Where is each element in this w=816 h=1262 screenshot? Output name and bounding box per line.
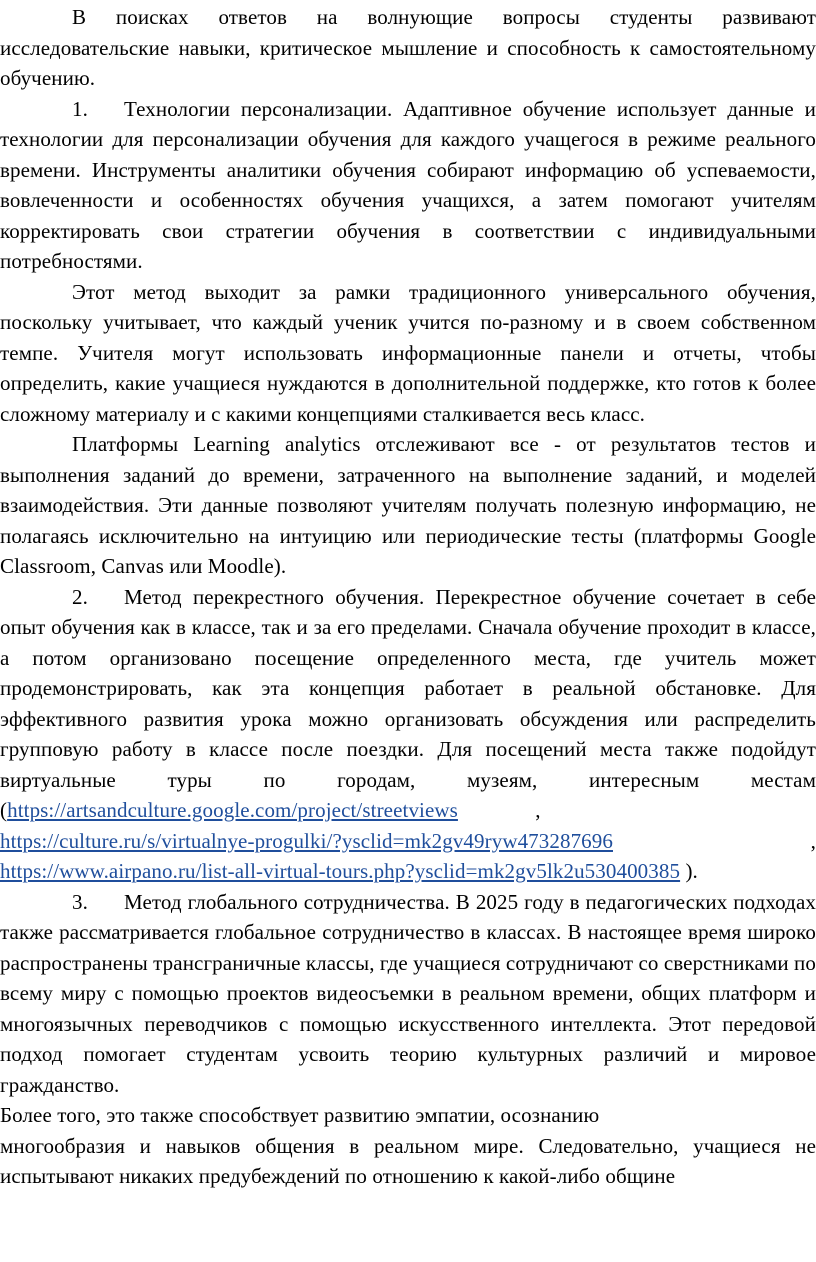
link-artsandculture[interactable]: https://artsandculture.google.com/project/streetviews: [7, 798, 458, 822]
item-2-text: Метод перекрестного обучения. Перекрестное обучение сочетает в себе опыт обучения как в классе, так и за его пределами. Сначала обучение проходит в классе, а потом организовано посещение определенного места, где учитель может продемонстрировать, как эта концепция работает в реальной обстановке. Для эффективного развития урока можно организовать обсуждения или распределить групповую работу в классе после поездки. Для посещений места также подойдут виртуальные туры по городам, музеям, интересным местам (: [0, 584, 816, 822]
intro-text: В поисках ответов на волнующие вопросы студенты развивают исследовательские навыки, критическое мышление и способность к самостоятельному обучению.: [0, 5, 816, 90]
item-2-number: 2.: [72, 584, 88, 609]
item-3-text: Метод глобального сотрудничества. В 2025 году в педагогических подходах также рассматривается глобальное сотрудничество в классах. В настоящее время широко распространены трансграничные классы, где учащиеся сотрудничают со сверстниками по всему миру с помощью проектов видеосъемки в реальном времени, общих платформ и многоязычных переводчиков с помощью искусственного интеллекта. Этот передовой подход помогает студентам усвоить теорию культурных различий и мировое гражданство.: [0, 889, 816, 1097]
link-separator-1: ,: [535, 798, 541, 822]
final-paragraph: [0, 1100, 816, 1131]
method-paragraph: [0, 277, 816, 430]
intro-paragraph: [0, 2, 816, 94]
item-2-link-line-2: [0, 856, 816, 887]
item-3-paragraph: [0, 887, 816, 1101]
final-text-line-1: Более того, это также способствует развитию эмпатии, осознанию: [0, 1103, 600, 1127]
item-1-number: 1.: [72, 96, 88, 121]
item-2-close: ).: [685, 859, 698, 883]
method-text: Этот метод выходит за рамки традиционного универсального обучения, поскольку учитывает, что каждый ученик учится по-разному и в своем собственном темпе. Учителя могут использовать информационные панели и отчеты, чтобы определить, какие учащиеся нуждаются в дополнительной поддержке, кто готов к более сложному материалу и с какими концепциями сталкивается весь класс.: [0, 279, 816, 426]
link-separator-2: ,: [810, 828, 816, 853]
item-1-text: Технологии персонализации. Адаптивное обучение использует данные и технологии для персонализации обучения для каждого учащегося в режиме реального времени. Инструменты аналитики обучения собирают информацию об успеваемости, вовлеченности и особенностях обучения учащихся, а затем помогают учителям корректировать свои стратегии обучения в соответствии с индивидуальными потребностями.: [0, 96, 816, 273]
item-1-paragraph: [0, 94, 816, 277]
final-text-rest: многообразия и навыков общения в реальном мире. Следовательно, учащиеся не испытывают никаких предубеждений по отношению к какой-либо общине: [0, 1133, 816, 1188]
platforms-text: Платформы Learning analytics отслеживают все - от результатов тестов и выполнения заданий до времени, затраченного на выполнение заданий, и моделей взаимодействия. Эти данные позволяют учителям получать полезную информацию, не полагаясь исключительно на интуицию или периодические тесты (платформы Google Classroom, Canvas или Moodle).: [0, 432, 816, 578]
item-2-paragraph: [0, 582, 816, 826]
platforms-paragraph: [0, 429, 816, 582]
final-paragraph-rest: [0, 1131, 816, 1192]
link-culture-ru[interactable]: https://culture.ru/s/virtualnye-progulki/?ysclid=mk2gv49ryw473287696: [0, 828, 613, 853]
item-3-number: 3.: [72, 889, 88, 914]
link-airpano[interactable]: https://www.airpano.ru/list-all-virtual-tours.php?ysclid=mk2gv5lk2u530400385: [0, 859, 681, 883]
item-2-link-line-1: [0, 826, 816, 857]
